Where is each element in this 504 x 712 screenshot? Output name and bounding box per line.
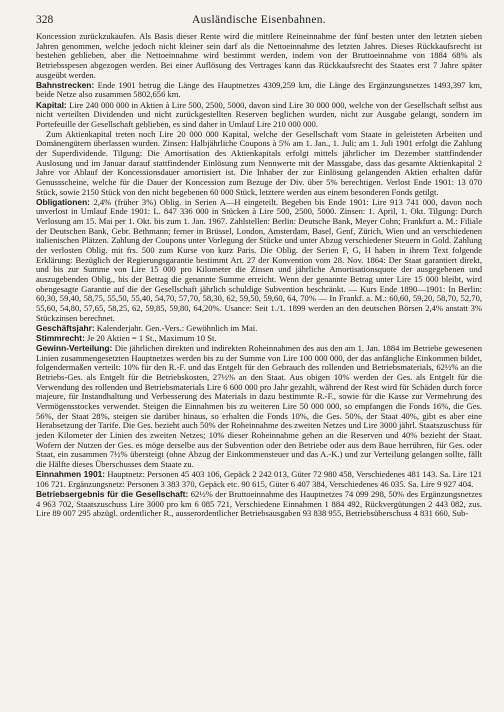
section-text: Kalenderjahr. Gen.-Vers.: Gewöhnlich im Mai. bbox=[96, 322, 258, 333]
section-gewinn-verteilung bbox=[36, 344, 482, 470]
section-heading: Geschäftsjahr: bbox=[36, 322, 95, 333]
paragraph-intro: Koncession zurückzukaufen. Als Basis dieser Rente wird die mittlere Reineinnahme der fünf besten unter den letzten sieben Jahren genommen, welche jedoch nicht kleiner sein darf als die Nettoeinnahme des letzten Jahres. Dieses Rückkaufsrecht ist bestehen geblieben, aber die Nettoeinnahme wird bestimmt werden, indem von der Bruttoeinnahme von 1884 68% als Betriebsspesen abgezogen werden. Bei einer Auflösung des Vertrages kann das Rückkaufsrecht des Staates erst 7 Jahre später ausgeübt werden. bbox=[36, 31, 482, 80]
section-text: Ende 1901 betrug die Länge des Hauptnetzes 4309,259 km, die Länge des Ergänzungsnetzes 1493,397 km, beide Netze also zusammen 5802,656 km. bbox=[36, 79, 483, 100]
section-einnahmen bbox=[36, 470, 482, 489]
section-heading: Kapital: bbox=[36, 99, 67, 110]
section-heading: Gewinn-Verteilung: bbox=[36, 343, 113, 353]
section-heading: Obligationen: bbox=[36, 196, 90, 207]
section-heading: Betriebsergebnis für die Gesellschaft: bbox=[36, 488, 189, 499]
section-bahnstrecken bbox=[36, 81, 482, 100]
section-text: Je 20 Aktien = 1 St., Maximum 10 St. bbox=[87, 332, 217, 343]
section-heading: Stimmrecht: bbox=[36, 332, 85, 343]
section-text: Lire 240 000 000 in Aktien à Lire 500, 2500, 5000, davon sind Lire 30 000 000, welche von der Gesellschaft selbst aus nicht verteilten Dividenden und nicht zurückgestellten Reserven beglichen wurden, nicht zur Ausgabe gelangt, sondern im Portefeuille der Gesellschaft geblieben, es sind daher in Umlauf Lire 210 000 000. bbox=[36, 99, 482, 129]
section-obligationen bbox=[36, 198, 482, 324]
section-heading: Bahnstrecken: bbox=[36, 79, 95, 90]
section-kapital bbox=[36, 101, 482, 130]
section-text: Die jährlichen direkten und indirekten Roheinnahmen des aus den am 1. Jan. 1884 im Betriebe gewesenen Linien zusammengesetzten Hauptnetzes werden bis zu der Summe von Lire 100 000 000, der das anfängliche Einkommen bildet, folgendermaßen verteilt: 10% für den R.-F. und das Entgelt für den Gebrauch des rollenden und Betriebsmaterials, 62½% an die Betriebs-Ges. als Entgelt für die Betriebskosten, 27½% an den Staat. Aus obigen 10% werden der Ges. als Entgelt für die Verwendung des rollenden und Betriebsmaterials Lire 6 600 000 pro Jahr gezahlt, während der Rest wird für Schäden durch force majeure, für Instandhaltung und Verbesserung des Materials in dazu bestimmte R.-F., sowie für die Kasse zur Vermehrung des Vermögensstockes verwendet. Steigen die Einnahmen bis zu weiteren Lire 50 000 000, so empfangen die Fonds 16%, die Ges. 56%, der Staat 28%, steigen sie darüber hinaus, so erhalten die Fonds 10%, die Ges. 50%, der Staat 40%, gibt es aber eine Herabsetzung der Tarife. Die Ges. bezieht auch 50% der Roheinnahme des zweiten Netzes und Lire 3000 jährl. Staatszuschuss für jeden Kilometer der Linien des zweiten Netzes; 10% dieser Roheinnahme gehen an die Reserven und 40% bezieht der Staat. Wofern der Nutzen der Ges. es möge derselbe aus der Subvention oder den Betriebe oder aus dem Baue herrühren, für Ges. oder Staat, ein zusammen 7½% übersteigt (ohne Abzug der Einkommensteuer und das A.-K.) und zur Verteilung gelangen sollte, fällt die Hälfte dieses Überschusses dem Staate zu. bbox=[36, 343, 482, 469]
section-text: Hauptnetz: Personen 45 403 106, Gepäck 2 242 013, Güter 72 980 458, Verschiedenes 481 143. Sa. Lire 121 106 721. Ergänzungsnetz: Personen 3 383 370, Gepäck etc. 90 615, Güter 6 407 384, Verschiedenes 46 035. Sa. Lire 9 927 404. bbox=[36, 469, 482, 489]
section-heading: Einnahmen 1901: bbox=[36, 469, 106, 480]
running-header bbox=[36, 12, 482, 28]
paragraph-aktienkapital: Zum Aktienkapital treten noch Lire 20 000 000 Kapital, welche der Gesellschaft vom Staate in geleisteten Arbeiten und Domänengütern überlassen wurden. Zinsen: Halbjährliche Coupons à 5% am 1. Jan., 1. Juli; am 1. Juli 1901 erfolgt die Zahlung der Superdividende. Tilgung: Die Amortisation des Aktienkapitals erfolgt mittels jährlicher im Dezember stattfindender Auslosung und im Januar darauf stattfindender Einlösung zum Nennwerte mit der Massgabe, dass das gesamte Aktienkapital 2 Jahre vor Ablauf der Koncessionsdauer amortisiert ist. Die Inhaber der zur Einlösung gelangenden Aktien erhalten dafür Genussscheine, welche für die Dauer der Koncession zum Bezuge der Div. über 5% berechtigen. Verlost Ende 1901: 13 070 Stück, sowie 2150 Stück von den nicht begebenen 60 000 Stück, letztere werden aus einem besonderen Fonds getilgt. bbox=[36, 128, 482, 197]
section-text: 62½% der Bruttoeinnahme des Hauptnetzes 74 099 298, 50% des Ergänzungsnetzes 4 963 702, Staatszuschuss Lire 3000 pro km 6 085 721, Verschiedene Einnahmen 1 884 492, Rückvergütungen 2 443 082, zus. Lire 89 007 295 abzügl. ordentlicher R., ausserordentlicher Betriebsausgaben 93 838 955, Betriebsüberschuss 4 831 660, Sub- bbox=[36, 488, 482, 519]
section-betriebsergebnis bbox=[36, 490, 482, 519]
section-text: 2,4% (früher 3%) Oblig. in Serien A—H eingeteilt. Begeben bis Ende 1901: Lire 913 741 000, davon noch unverlost in Umlauf Ende 1901: L. 847 336 000 in Stücken à Lire 500, 2500, 5000. Zinsen: 1. April, 1. Okt. Tilgung: Durch Verlosung am 15. Mai per 1. Okt. bis zum 1. Jan. 1967. Zahlstellen: Berlin: Deutsche Bank, Meyer Cohn; Frankfurt a. M.: Filiale der Deutschen Bank, Gebr. Bethmann; ferner in Brüssel, London, Amsterdam, Basel, Genf, Zürich, Wien und an verschiedenen italienischen Plätzen. Zahlung der Coupons unter Vorlegung der Stücke und unter Abzug verschiedener Steuern in Gold. Zahlung der verlosten Oblig. mit frs. 500 zum Kurse von kurz Paris. Die Oblig. der Serien F, G, H haben in ihrem Text folgende Erklärung: Bezüglich der Regierungsgarantie bestimmt Art. 27 der Konvention vom 28. Nov. 1864: Der Staat garantiert direkt, und bis zur Summe von Lire 15 000 pro Kilometer die Zinsen und jährliche Amortisationsquote der ausgegebenen und auszugebenden Oblig., bis der Betrag die genannte Summe erreicht. Wenn der genannte Betrag unter Lire 15 000 bleibt, wird obengesagte Garantie auf die der Gesellschaft jährlich schuldige Subvention beschränkt. — Kurs Ende 1890—1901: In Berlin: 60,30, 59,40, 58,75, 55,50, 55,40, 54,70, 57,70, 58,30, 62, 59,50, 59,60, 64, 70% — In Frankf. a. M.: 60,60, 59,20, 58,70, 52,70, 55,60, 54,80, 57,65, 58,25, 62, 59,85, 59,80, 64,20%. Usance: Seit 1./1. 1899 werden an den deutschen Börsen 2,4% anstatt 3% Stückzinsen berechnet. bbox=[36, 196, 482, 323]
page-body bbox=[36, 32, 482, 519]
page-number: 328 bbox=[36, 14, 54, 26]
running-title: Ausländische Eisenbahnen. bbox=[192, 14, 326, 26]
